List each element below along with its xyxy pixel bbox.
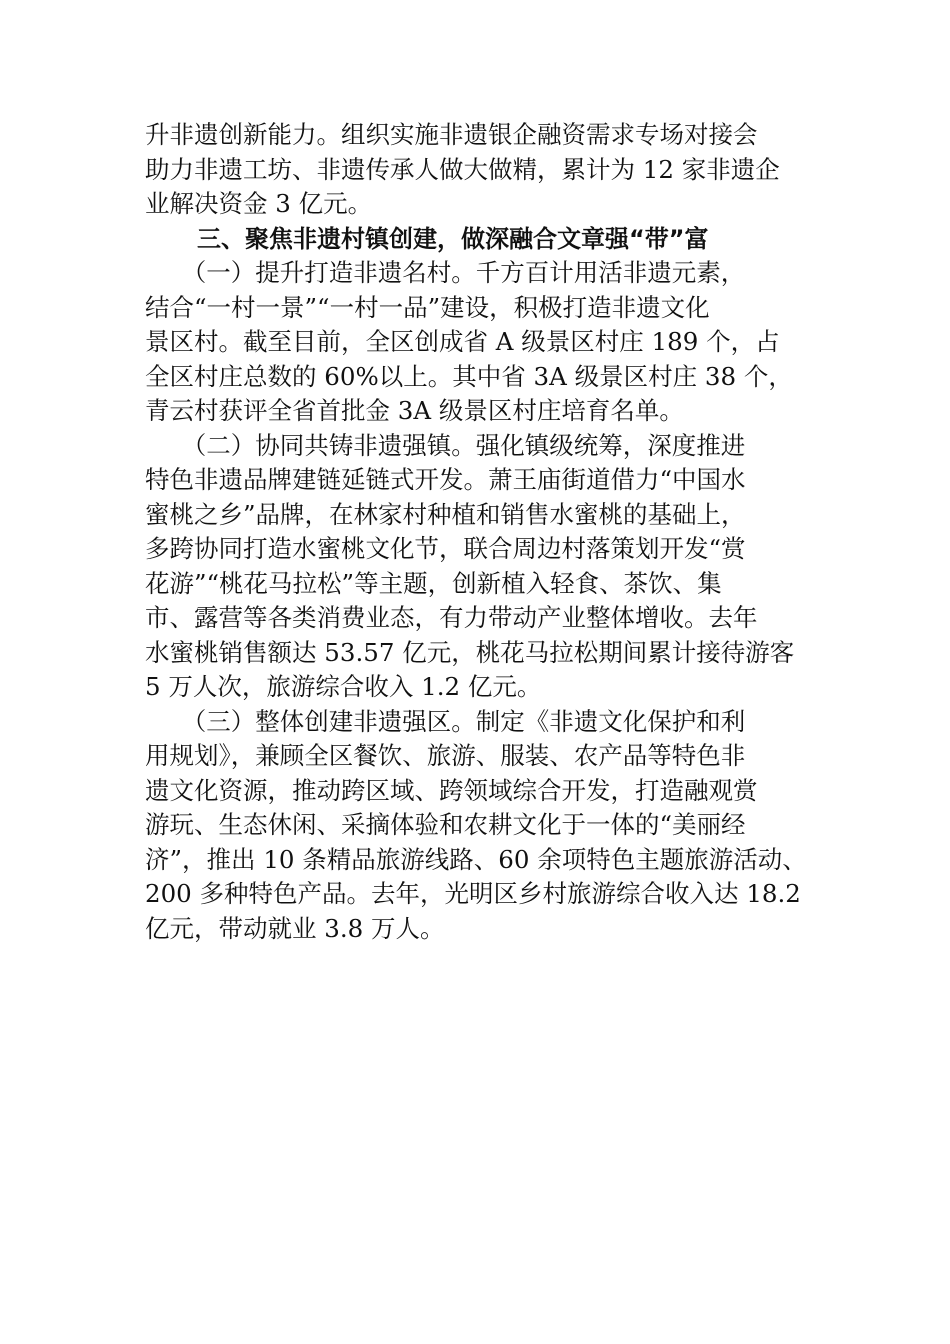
paragraph-heritage-towns: （二）协同共铸非遗强镇。强化镇级统筹，深度推进 特色非遗品牌建链延链式开发。萧王庙街道借力“中国水 蜜桃之乡”品牌，在林家村种植和销售水蜜桃的基础上， 多跨协同打造水蜜桃文化节，联合周边村落策划开发“赏 花游”“桃花马拉松”等主题，创新植入轻食、茶饮、集 市、露营等各类消费业态，有力带动产业整体增收。去年 水蜜桃销售额达 53.57 亿元，桃花马拉松期间累计接待游客 5 万人次，旅游综合收入 1.2 亿元。 (145, 430, 795, 701)
document-body (145, 118, 807, 946)
paragraph-heritage-villages: （一）提升打造非遗名村。千方百计用活非遗元素， 结合“一村一景”“一村一品”建设，积极打造非遗文化 景区村。截至目前，全区创成省 A 级景区村庄 189 个，占 全区村庄总数的 60%以上。其中省 3A 级景区村庄 38 个， 青云村获评全省首批金 3A 级景区村庄培育名单。 (145, 258, 793, 425)
paragraph-continued: 升非遗创新能力。组织实施非遗银企融资需求专场对接会 助力非遗工坊、非遗传承人做大做精，累计为 12 家非遗企 业解决资金 3 亿元。 (145, 120, 780, 218)
paragraph-heritage-district: （三）整体创建非遗强区。制定《非遗文化保护和利 用规划》，兼顾全区餐饮、旅游、服装、农产品等特色非 遗文化资源，推动跨区域、跨领域综合开发，打造融观赏 游玩、生态休闲、采摘体验和农耕文化于一体的“美丽经 济”，推出 10 条精品旅游线路、60 余项特色主题旅游活动、 200 多种特色产品。去年，光明区乡村旅游综合收入达 18.2 亿元，带动就业 3.8 万人。 (145, 706, 807, 943)
section-heading: 三、聚焦非遗村镇创建，做深融合文章强“带”富 (197, 224, 709, 253)
